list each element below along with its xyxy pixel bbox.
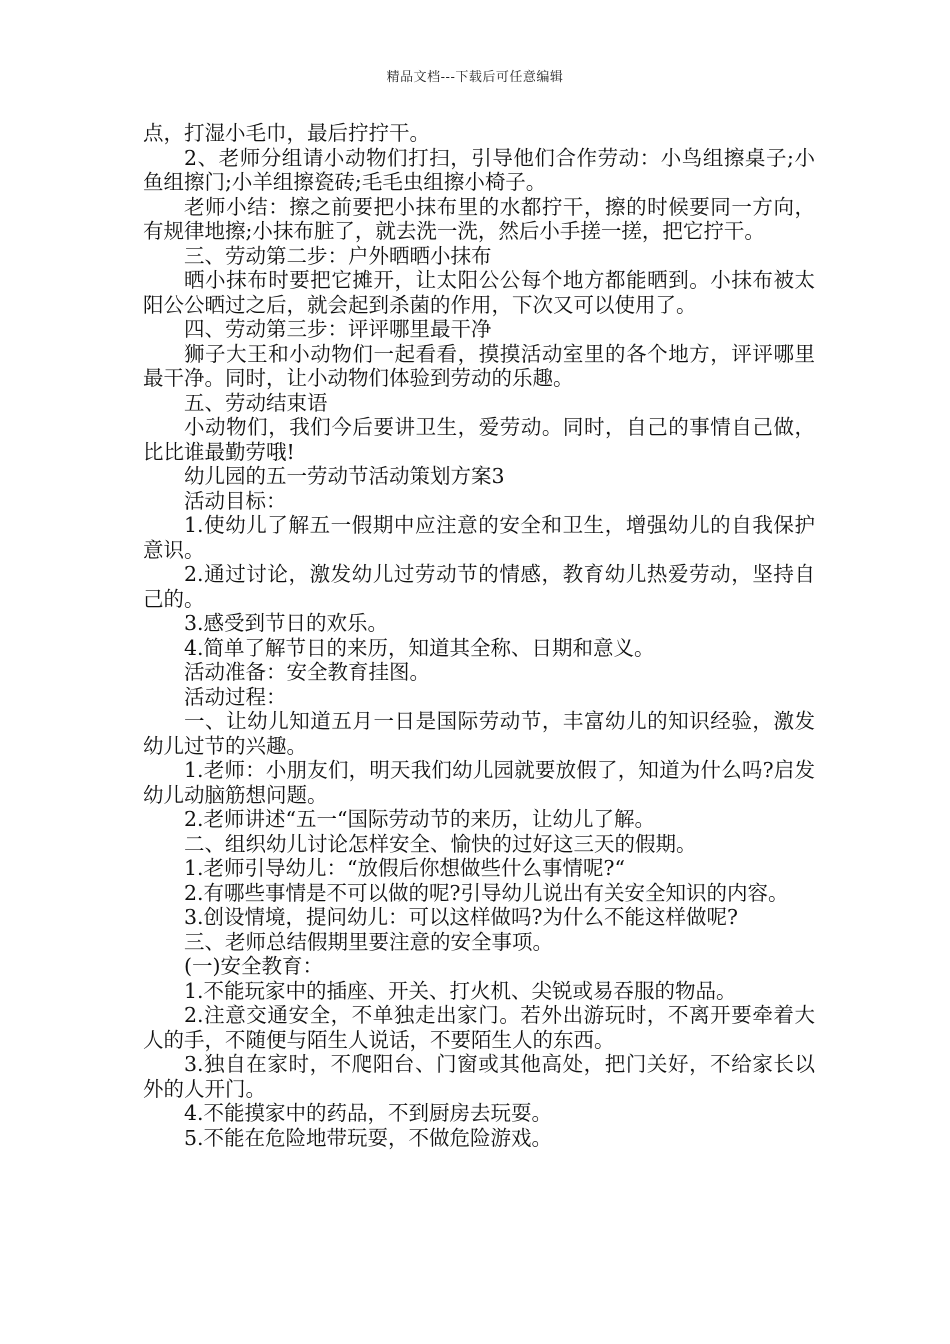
paragraph: 老师小结：擦之前要把小抹布里的水都拧干，擦的时候要同一方向，有规律地擦;小抹布脏了，就去洗一洗，然后小手搓一搓，把它拧干。 [143, 194, 815, 243]
list-item: 1.使幼儿了解五一假期中应注意的安全和卫生，增强幼儿的自我保护意识。 [143, 513, 815, 562]
list-item: 1.老师引导幼儿：“放假后你想做些什么事情呢?“ [184, 856, 626, 880]
paragraph-continuation: 点，打湿小毛巾，最后拧拧干。 [143, 121, 430, 145]
list-item: 2.通过讨论，激发幼儿过劳动节的情感，教育幼儿热爱劳动，坚持自己的。 [143, 562, 815, 611]
list-item: 3.感受到节日的欢乐。 [184, 611, 389, 635]
section-heading: 三、老师总结假期里要注意的安全事项。 [184, 929, 553, 954]
section-heading: 五、劳动结束语 [184, 390, 328, 415]
list-item: 2.老师讲述“五一“国际劳动节的来历，让幼儿了解。 [184, 807, 656, 831]
section-heading: 活动目标： [184, 488, 287, 513]
section-heading: 活动过程： [184, 684, 287, 709]
section-heading: 活动准备：安全教育挂图。 [184, 660, 430, 684]
list-item: 2.注意交通安全，不单独走出家门。若外出游玩时，不离开要牵着大人的手，不随便与陌生人说话，不要陌生人的东西。 [143, 1003, 815, 1052]
section-heading: 二、组织幼儿讨论怎样安全、愉快的过好这三天的假期。 [184, 831, 697, 856]
list-item: 1.不能玩家中的插座、开关、打火机、尖锐或易吞服的物品。 [184, 978, 737, 1003]
list-item: 5.不能在危险地带玩耍，不做危险游戏。 [184, 1125, 553, 1150]
paragraph: 小动物们，我们今后要讲卫生，爱劳动。同时，自己的事情自己做，比比谁最勤劳哦! [143, 415, 815, 464]
section-heading: (一)安全教育： [184, 954, 323, 978]
paragraph: 狮子大王和小动物们一起看看，摸摸活动室里的各个地方，评评哪里最干净。同时，让小动物们体验到劳动的乐趣。 [143, 341, 815, 390]
paragraph: 2、老师分组请小动物们打扫，引导他们合作劳动：小鸟组擦桌子;小鱼组擦门;小羊组擦瓷砖;毛毛虫组擦小椅子。 [143, 145, 815, 194]
document-body [143, 121, 815, 1150]
list-item: 3.独自在家时，不爬阳台、门窗或其他高处，把门关好，不给家长以外的人开门。 [143, 1052, 815, 1101]
paragraph: 一、让幼儿知道五月一日是国际劳动节，丰富幼儿的知识经验，激发幼儿过节的兴趣。 [143, 709, 815, 758]
paragraph: 晒小抹布时要把它摊开，让太阳公公每个地方都能晒到。小抹布被太阳公公晒过之后，就会起到杀菌的作用，下次又可以使用了。 [143, 268, 815, 317]
list-item: 4.不能摸家中的药品，不到厨房去玩耍。 [184, 1101, 553, 1125]
plan-title: 幼儿园的五一劳动节活动策划方案3 [184, 464, 505, 488]
list-item: 1.老师：小朋友们，明天我们幼儿园就要放假了，知道为什么吗?启发幼儿动脑筋想问题。 [143, 758, 815, 807]
section-heading: 四、劳动第三步：评评哪里最干净 [184, 317, 492, 341]
list-item: 4.简单了解节日的来历，知道其全称、日期和意义。 [184, 635, 655, 660]
page-header: 精品文档---下载后可任意编辑 [386, 70, 564, 85]
section-heading: 三、劳动第二步：户外晒晒小抹布 [184, 243, 492, 268]
list-item: 2.有哪些事情是不可以做的呢?引导幼儿说出有关安全知识的内容。 [184, 880, 789, 905]
list-item: 3.创设情境，提问幼儿：可以这样做吗?为什么不能这样做呢? [184, 905, 739, 929]
